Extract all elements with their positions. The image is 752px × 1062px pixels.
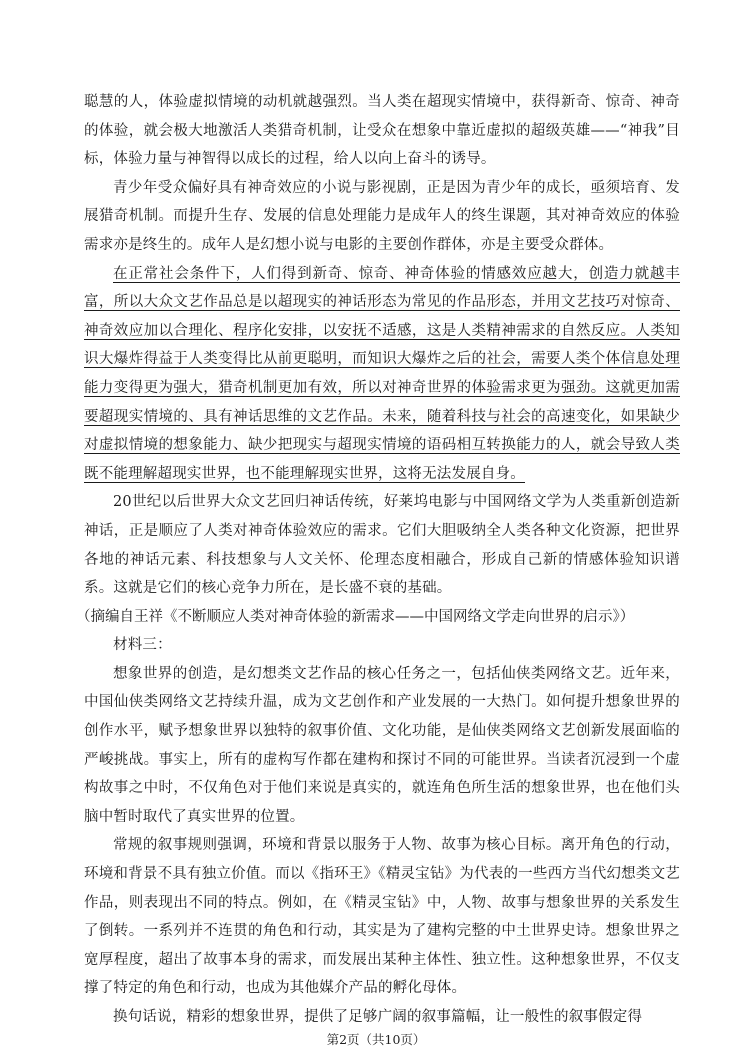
paragraph-20th-century: 20世纪以后世界大众文艺回归神话传统，好莱坞电影与中国网络文学为人类重新创造新神话，正是顺应了人类对神奇体验效应的需求。它们大胆吸纳全人类各种文化资源，把世界各地的神话元素、科技想象与人文关怀、伦理态度相融合，形成自己新的情感体验知识谱系。这就是它们的核心竞争力所在，是长盛不衰的基础。 (84, 494, 680, 597)
paragraph-continued: 聪慧的人，体验虚拟情境的动机就越强烈。当人类在超现实情境中，获得新奇、惊奇、神奇的体验，就会极大地激活人类猎奇机制，让受众在想象中靠近虚拟的超级英雄——“神我”目标，体验力量与神智得以成长的过程，给人以向上奋斗的诱导。 (84, 94, 680, 168)
paragraph-narrative-rules: 常规的叙事规则强调，环境和背景以服务于人物、故事为核心目标。离开角色的行动，环境和背景不具有独立价值。而以《指环王》《精灵宝钻》为代表的一些西方当代幻想类文艺作品，则表现出不同的特点。例如，在《精灵宝钻》中，人物、故事与想象世界的关系发生了倒转。一系列并不连贯的角色和行动，其实是为了建构完整的中土世界史诗。想象世界之宽厚程度，超出了故事本身的需求，而发展出某种主体性、独立性。这种想象世界，不仅支撑了特定的角色和行动，也成为其他媒介产品的孵化母体。 (84, 837, 680, 997)
paragraph-underlined (84, 260, 680, 489)
paragraph-in-other-words: 换句话说，精彩的想象世界，提供了足够广阔的叙事篇幅，让一般性的叙事假定得 (113, 1009, 643, 1025)
paragraph-imaginary-world: 想象世界的创造，是幻想类文艺作品的核心任务之一，包括仙侠类网络文艺。近年来，中国仙侠类网络文艺持续升温，成为文艺创作和产业发展的一大热门。如何提升想象世界的创作水平，赋予想象世界以独特的叙事价值、文化功能，是仙侠类网络文艺创新发展面临的严峻挑战。事实上，所有的虚构写作都在建构和探讨不同的可能世界。当读者沉浸到一个虚构故事之中时，不仅角色对于他们来说是真实的，就连角色所生活的想象世界，也在他们头脑中暂时取代了真实世界的位置。 (84, 665, 680, 825)
underlined-text: 在正常社会条件下，人们得到新奇、惊奇、神奇体验的情感效应越大，创造力就越丰富，所以大众文艺作品总是以超现实的神话形态为常见的作品形态，并用文艺技巧对惊奇、神奇效应加以合理化、程序化安排，以安抚不适感，这是人类精神需求的自然反应。人类知识大爆炸得益于人类变得比从前更聪明，而知识大爆炸之后的社会，需要人类个体信息处理能力变得更为强大，猎奇机制更加有效，所以对神奇世界的体验需求更为强劲。这就更加需要超现实情境的、具有神话思维的文艺作品。未来，随着科技与社会的高速变化，如果缺少对虚拟情境的想象能力、缺少把现实与超现实情境的语码相互转换能力的人，就会导致人类既不能理解超现实世界，也不能理解现实世界，这将无法发展自身。 (84, 265, 680, 482)
source-citation: （摘编自王祥《不断顺应人类对神奇体验的新需求——中国网络文学走向世界的启示》） (76, 608, 635, 625)
page-number: 第2页（共10页） (326, 1032, 426, 1047)
page-body (76, 88, 680, 1032)
material-three-label: 材料三： (113, 637, 172, 654)
paragraph-youth-audience: 青少年受众偏好具有神奇效应的小说与影视剧，正是因为青少年的成长，亟须培育、发展猎奇机制。而提升生存、发展的信息处理能力是成年人的终生课题，其对神奇效应的体验需求亦是终生的。成年人是幻想小说与电影的主要创作群体，亦是主要受众群体。 (84, 179, 680, 253)
